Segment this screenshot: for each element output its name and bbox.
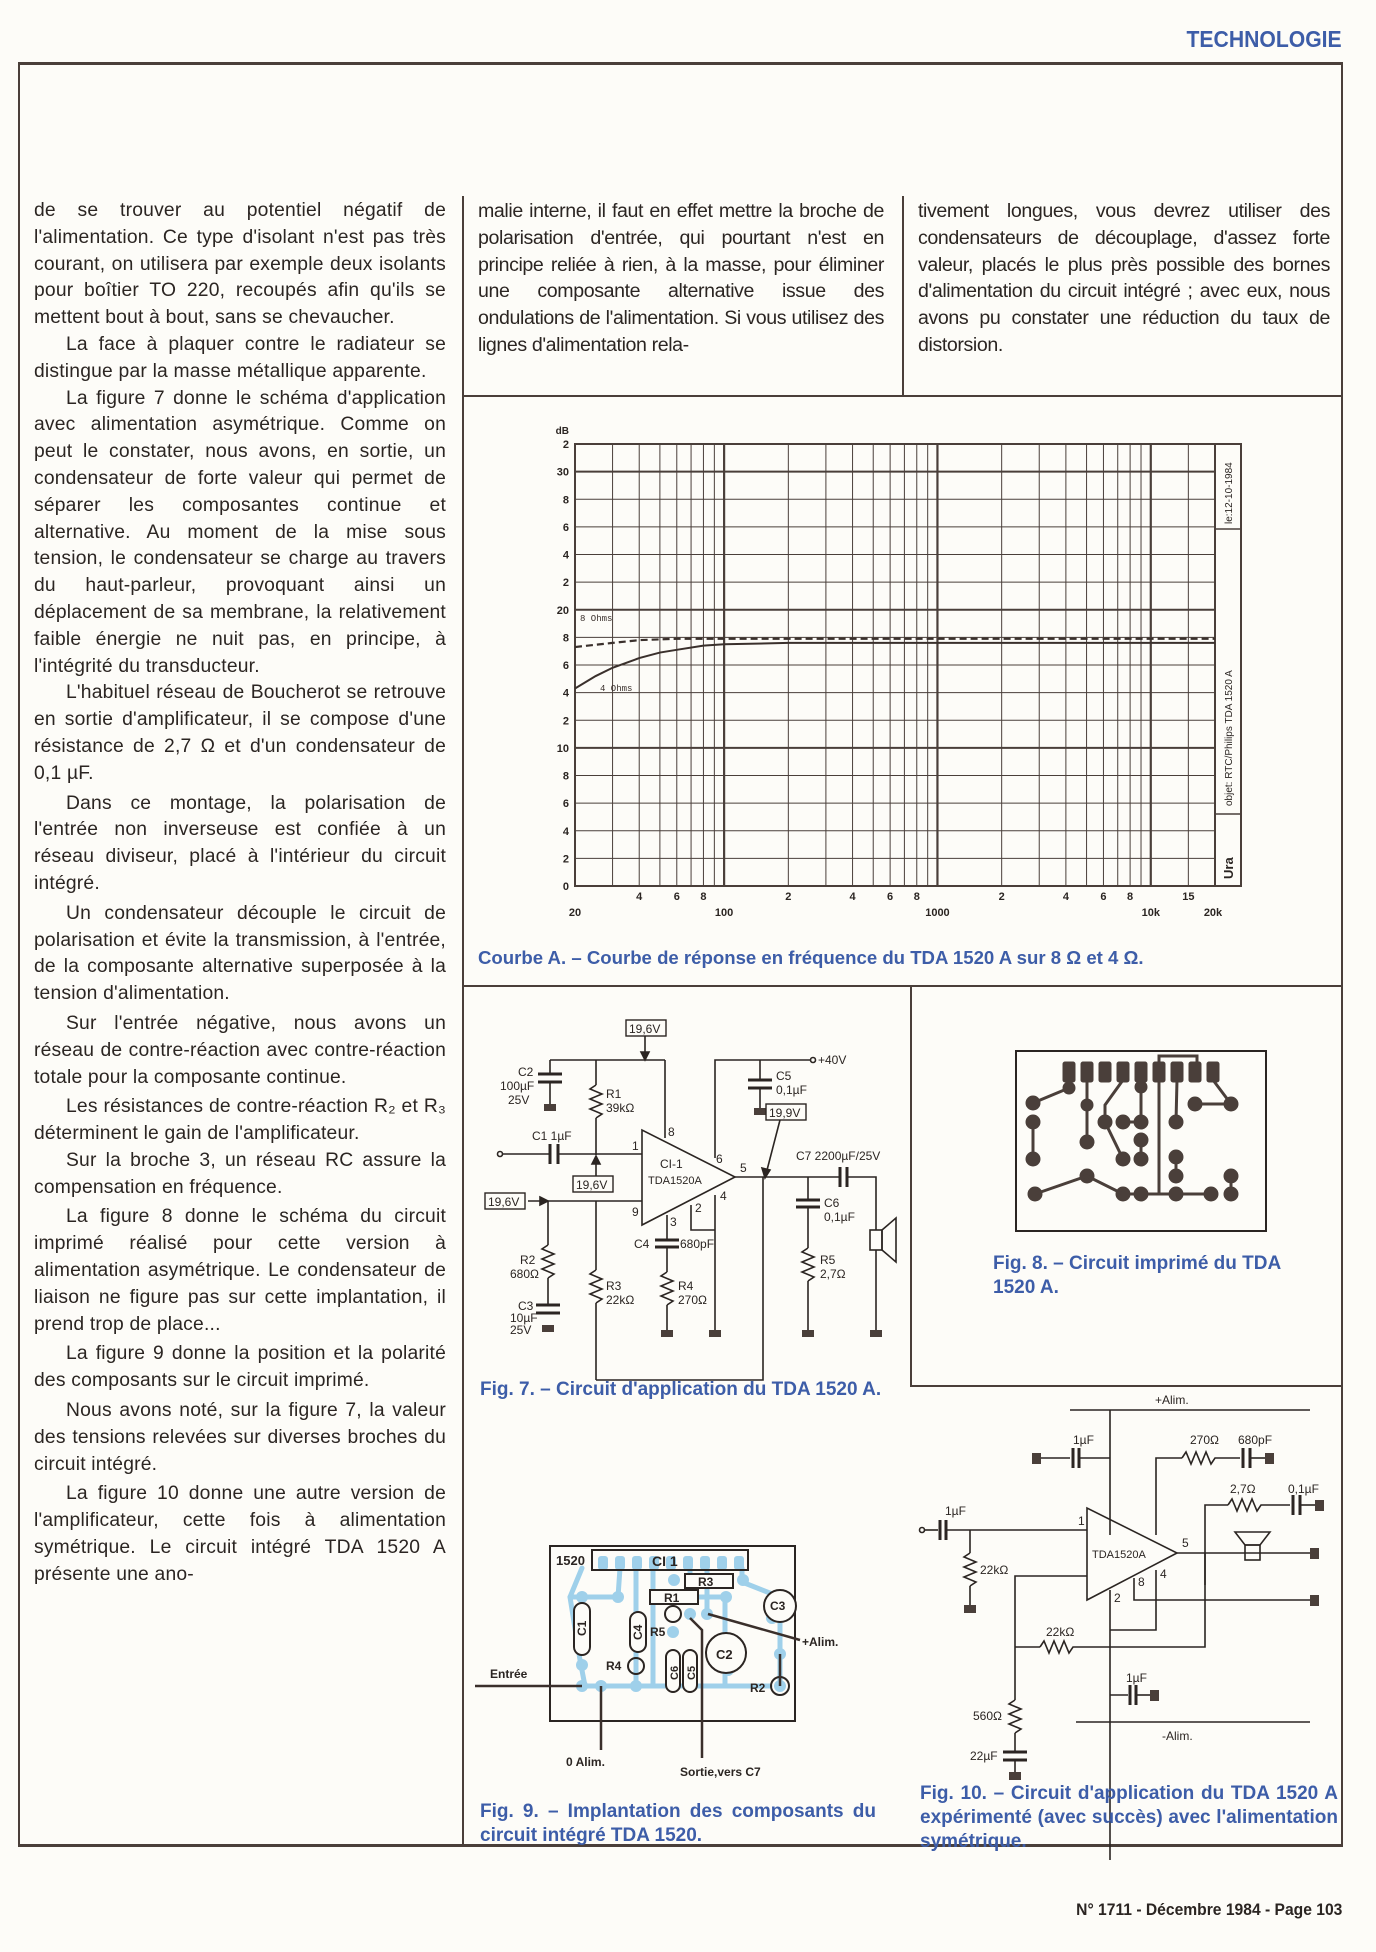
component-value: 22kΩ (980, 1563, 1009, 1577)
paragraph: de se trouver au potentiel négatif de l'alimentation. Ce type d'isolant n'est pas très courant, on utilisera par exemple deux isolants pour boîtier TO 220, recoupés afin qu'ils se mettent bout à bout, sans se chevaucher. (34, 200, 446, 329)
section-divider (462, 985, 1343, 987)
component-label: C4 (631, 1624, 645, 1640)
component-value: 25V (510, 1323, 532, 1337)
figure-9-component-layout (470, 1500, 910, 1800)
component-label: R4 (606, 1659, 622, 1673)
figure-8-caption: Fig. 8. – Circuit imprimé du TDA 1520 A. (993, 1253, 1281, 1298)
y-tick-label: 30 (556, 466, 569, 479)
y-tick-label: 2 (562, 853, 569, 866)
x-tick-label: 20k (1203, 907, 1223, 919)
component-value: 39kΩ (606, 1101, 635, 1115)
component-label: R2 (750, 1681, 766, 1695)
component-label: R5 (650, 1625, 666, 1639)
supply-label: +40V (818, 1053, 847, 1067)
x-tick-label: 4 (1062, 891, 1069, 903)
y-tick-label: 4 (562, 825, 569, 838)
input-label: Entrée (490, 1667, 528, 1681)
component-value: 2,7Ω (820, 1267, 846, 1281)
paragraph: Dans ce montage, la polarisation de l'entrée non inverseuse est confiée à un réseau diviseur, placé à l'intérieur du circuit intégré. (34, 792, 446, 894)
component-label: R1 (606, 1087, 622, 1101)
y-tick-label: 6 (562, 521, 569, 534)
ic-part-number: TDA1520A (1092, 1549, 1146, 1561)
component-label: C2 (716, 1647, 733, 1662)
paragraph: Sur l'entrée négative, nous avons un réseau de contre-réaction avec contre-réaction totale pour la composante continue. (34, 1012, 446, 1088)
y-tick-label: 8 (562, 770, 569, 783)
paragraph: La figure 9 donne la position et la polarité des composants sur le circuit imprimé. (34, 1343, 446, 1392)
figure-9-caption: Fig. 9. – Implantation des composants du circuit intégré TDA 1520. (480, 1801, 876, 1846)
y-tick-label: 0 (562, 881, 569, 893)
component-value: 680pF (680, 1237, 715, 1251)
paragraph: Sur la broche 3, un réseau RC assure la compensation en fréquence. (34, 1149, 446, 1198)
y-axis-label: dB (555, 426, 569, 437)
component-value: 10µF (510, 1311, 538, 1325)
y-tick-label: 2 (562, 439, 569, 451)
component-value: 1µF (1073, 1433, 1094, 1447)
pin-number: 1 (1078, 1514, 1085, 1528)
x-tick-label: 8 (700, 891, 707, 903)
component-label: C5 (686, 1665, 698, 1680)
pin-number: 6 (716, 1152, 723, 1166)
series-label: 8 Ohms (580, 613, 613, 624)
x-tick-label: 6 (673, 891, 680, 903)
section-divider (462, 395, 1343, 397)
component-label: C3 (770, 1599, 786, 1613)
ic-label: CI-1 (660, 1157, 683, 1171)
y-tick-label: 2 (562, 577, 569, 590)
article-column-right (918, 198, 1330, 359)
y-tick-label: 6 (562, 798, 569, 811)
component-value: 22kΩ (606, 1293, 635, 1307)
figure-8-pcb-layout (1015, 1050, 1267, 1232)
paragraph: Nous avons noté, sur la figure 7, la valeur des tensions relevées sur diverses broches du circuit intégré. (34, 1400, 446, 1475)
component-label: C4 (634, 1237, 650, 1251)
paragraph: La face à plaquer contre le radiateur se distingue par la masse métallique apparente. (34, 333, 446, 382)
component-label: C6 (824, 1196, 840, 1210)
component-label: R1 (664, 1591, 680, 1605)
component-label: C3 (518, 1299, 534, 1313)
ground-label: 0 Alim. (566, 1755, 605, 1769)
supply-label: +Alim. (802, 1635, 839, 1649)
paragraph: La figure 8 donne le schéma du circuit imprimé réalisé pour cette version à alimentation asymétrique. Le condensateur de liaison ne figure pas sur cette implantation, il prend trop de place... (34, 1206, 446, 1335)
paragraph: malie interne, il faut en effet mettre la broche de polarisation d'entrée, qui pourtant n'est en principe reliée à rien, à la masse, pour éliminer une composante alternative issue des ondulations de l'alimentation. Si vous utilisez des lignes d'alimentation rela- (478, 200, 884, 356)
component-value: 270Ω (678, 1293, 707, 1307)
column-divider (902, 196, 904, 396)
voltage-label: 19,9V (769, 1106, 801, 1120)
component-label: R3 (698, 1575, 714, 1589)
pin-number: 2 (1114, 1591, 1121, 1605)
pin-number: 5 (740, 1161, 747, 1175)
component-label: C6 (669, 1665, 681, 1680)
component-value: 680pF (1238, 1433, 1273, 1447)
ic-code-label: 1520 (556, 1553, 585, 1568)
figure-10-caption: Fig. 10. – Circuit d'application du TDA 1520 A expérimenté (avec succès) avec l'alimentation symétrique. (920, 1783, 1338, 1852)
y-tick-label: 2 (562, 715, 569, 728)
component-label: R2 (520, 1253, 536, 1267)
pin-number: 4 (1160, 1567, 1167, 1581)
component-value: 2,7Ω (1230, 1482, 1256, 1496)
supply-label: -Alim. (1162, 1729, 1193, 1743)
y-tick-label: 8 (562, 494, 569, 507)
component-label: R4 (678, 1279, 694, 1293)
component-value: 270Ω (1190, 1433, 1219, 1447)
ic-label: CI 1 (652, 1553, 678, 1569)
figure-10-schematic (910, 1360, 1340, 1780)
component-label: C1 1µF (532, 1129, 572, 1143)
paragraph: L'habituel réseau de Boucherot se retrouve en sortie d'amplificateur, il se compose d'une résistance de 2,7 Ω et d'un condensateur de 0,1 µF. (34, 682, 446, 784)
column-divider (462, 196, 464, 1847)
figure-7-schematic (470, 1000, 910, 1337)
y-tick-label: 20 (556, 604, 569, 617)
article-column-left (34, 198, 446, 1589)
x-tick-label: 20 (568, 907, 582, 919)
component-label: C7 2200µF/25V (796, 1149, 881, 1163)
pin-number: 8 (1138, 1575, 1145, 1589)
component-value: 0,1µF (776, 1083, 807, 1097)
x-tick-label: 15 (1182, 891, 1195, 903)
supply-label: +Alim. (1155, 1393, 1189, 1407)
paragraph: Les résistances de contre-réaction R₂ et R₃ déterminent le gain de l'amplificateur. (34, 1096, 446, 1145)
component-value: 0,1µF (1288, 1482, 1319, 1496)
component-value: 22kΩ (1046, 1625, 1075, 1639)
component-label: C5 (776, 1069, 792, 1083)
x-tick-label: 8 (1127, 891, 1134, 903)
output-label: Sortie,vers C7 (680, 1765, 761, 1779)
pin-number: 2 (695, 1201, 702, 1215)
component-value: 1µF (945, 1504, 966, 1518)
y-tick-label: 10 (556, 742, 569, 755)
pin-number: 3 (670, 1215, 677, 1229)
x-tick-label: 4 (636, 891, 643, 903)
article-column-middle (478, 198, 884, 359)
y-tick-label: 8 (562, 632, 569, 645)
figure-7-caption: Fig. 7. – Circuit d'application du TDA 1520 A. (480, 1379, 882, 1400)
component-value: 25V (508, 1093, 530, 1107)
section-title: TECHNOLOGIE (1186, 26, 1342, 52)
pin-number: 5 (1182, 1536, 1189, 1550)
x-tick-label: 2 (998, 891, 1005, 903)
series-label: 4 Ohms (600, 684, 633, 695)
paragraph: Un condensateur découple le circuit de polarisation et évite la transmission, à l'entrée, de la composante alternative superposée à la tension d'alimentation. (34, 902, 446, 1005)
x-tick-label: 100 (714, 907, 734, 919)
y-tick-label: 6 (562, 660, 569, 672)
frequency-response-chart (530, 416, 1260, 931)
x-tick-label: 6 (887, 891, 894, 903)
voltage-label: 19,6V (488, 1195, 520, 1209)
component-label: R5 (820, 1253, 836, 1267)
x-tick-label: 1000 (925, 907, 950, 919)
paragraph: tivement longues, vous devrez utiliser des condensateurs de découplage, d'assez forte valeur, placés le plus près possible des bornes d'alimentation du circuit intégré ; avec eux, nous avons pu constater une réduction du taux de distorsion. (918, 200, 1330, 356)
pin-number: 4 (720, 1189, 727, 1203)
voltage-label: 19,6V (576, 1178, 608, 1192)
component-value: 1µF (1126, 1671, 1147, 1685)
chart-caption: Courbe A. – Courbe de réponse en fréquence du TDA 1520 A sur 8 Ω et 4 Ω. (478, 947, 1144, 968)
component-value: 680Ω (510, 1267, 539, 1281)
component-label: R3 (606, 1279, 622, 1293)
page-footer: N° 1711 - Décembre 1984 - Page 103 (1075, 1900, 1342, 1919)
chart-date-label: le:12-10-1984 (1224, 462, 1235, 524)
series-4-ohms-line (575, 643, 1215, 689)
component-label: C1 (575, 1620, 589, 1636)
component-value: 100µF (500, 1079, 535, 1093)
paragraph: La figure 10 donne une autre version de l'amplificateur, cette fois à alimentation symétrique. Le circuit intégré TDA 1520 A présente une ano- (34, 1483, 446, 1585)
component-value: 0,1µF (824, 1210, 855, 1224)
chart-object-label: objet: RTC/Philips TDA 1520 A (1224, 670, 1235, 806)
figure-divider (910, 985, 912, 1385)
ic-part-number: TDA1520A (648, 1175, 702, 1187)
y-tick-label: 4 (562, 549, 569, 562)
component-value: 560Ω (973, 1709, 1002, 1723)
component-value: 22µF (970, 1749, 998, 1763)
x-tick-label: 6 (1100, 891, 1107, 903)
x-tick-label: 8 (913, 891, 920, 903)
x-tick-label: 2 (785, 891, 792, 903)
pin-number: 1 (632, 1139, 639, 1153)
x-tick-label: 10k (1141, 907, 1160, 919)
x-tick-label: 4 (849, 891, 856, 903)
y-tick-label: 4 (562, 687, 569, 700)
pin-number: 9 (632, 1205, 639, 1219)
paragraph: La figure 7 donne le schéma d'application avec alimentation asymétrique. Comme on peut le constater, nous avons, en sortie, un condensateur de forte valeur qui permet de séparer les composantes continue et alternative. Au moment de la mise sous tension, le condensateur se charge au travers du haut-parleur, provoquant ainsi un déplacement de sa membrane, la relativement faible énergie ne nuit pas, en principe, à l'intégrité du transducteur. (34, 387, 446, 677)
voltage-label: 19,6V (629, 1022, 661, 1036)
component-label: C2 (518, 1065, 534, 1079)
pin-number: 8 (668, 1125, 675, 1139)
chart-logo: Ura (1221, 857, 1236, 879)
